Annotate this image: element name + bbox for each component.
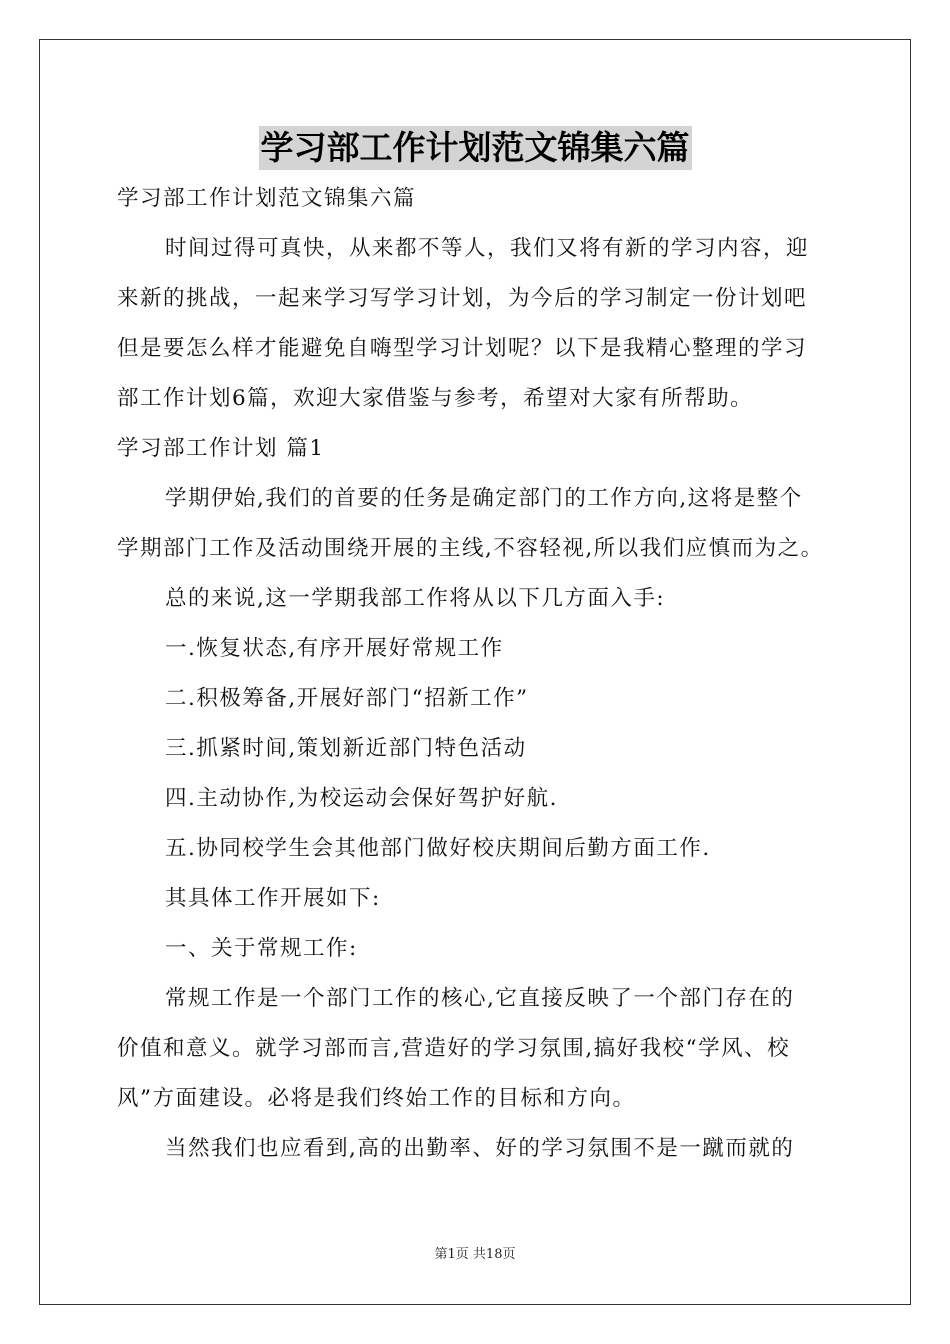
section-heading: 学习部工作计划 篇1	[117, 436, 325, 461]
title-container	[0, 126, 950, 170]
paragraph-line: 但是要怎么样才能避免自嗨型学习计划呢？以下是我精心整理的学习	[117, 336, 808, 361]
paragraph-line: 学期部门工作及活动围绕开展的主线,不容轻视,所以我们应慎而为之。	[117, 536, 824, 561]
list-item: 五.协同校学生会其他部门做好校庆期间后勤方面工作.	[165, 836, 711, 861]
page-footer: 第1页 共18页	[434, 1247, 516, 1262]
paragraph-line: 部工作计划6篇，欢迎大家借鉴与参考，希望对大家有所帮助。	[117, 386, 754, 411]
paragraph-line: 来新的挑战，一起来学习写学习计划，为今后的学习制定一份计划吧	[117, 286, 808, 311]
paragraph-line: 总的来说,这一学期我部工作将从以下几方面入手:	[165, 586, 666, 611]
list-item: 二.积极筹备,开展好部门“招新工作”	[165, 686, 529, 711]
document-title: 学习部工作计划范文锦集六篇	[259, 126, 692, 170]
paragraph-line: 时间过得可真快，从来都不等人，我们又将有新的学习内容，迎	[165, 236, 810, 261]
page-border	[39, 39, 911, 1305]
subtitle-line: 学习部工作计划范文锦集六篇	[117, 186, 417, 211]
list-item: 三.抓紧时间,策划新近部门特色活动	[165, 736, 527, 761]
paragraph-line: 风”方面建设。必将是我们终始工作的目标和方向。	[117, 1086, 636, 1111]
subsection-heading: 一、关于常规工作:	[165, 936, 358, 961]
list-item: 四.主动协作,为校运动会保好驾护好航.	[165, 786, 559, 811]
paragraph-line: 常规工作是一个部门工作的核心,它直接反映了一个部门存在的	[165, 986, 795, 1011]
paragraph-line: 价值和意义。就学习部而言,营造好的学习氛围,搞好我校“学风、校	[117, 1036, 791, 1061]
paragraph-line: 当然我们也应看到,高的出勤率、好的学习氛围不是一蹴而就的	[165, 1136, 795, 1161]
paragraph-line: 其具体工作开展如下:	[165, 886, 381, 911]
paragraph-line: 学期伊始,我们的首要的任务是确定部门的工作方向,这将是整个	[165, 486, 803, 511]
list-item: 一.恢复状态,有序开展好常规工作	[165, 636, 504, 661]
